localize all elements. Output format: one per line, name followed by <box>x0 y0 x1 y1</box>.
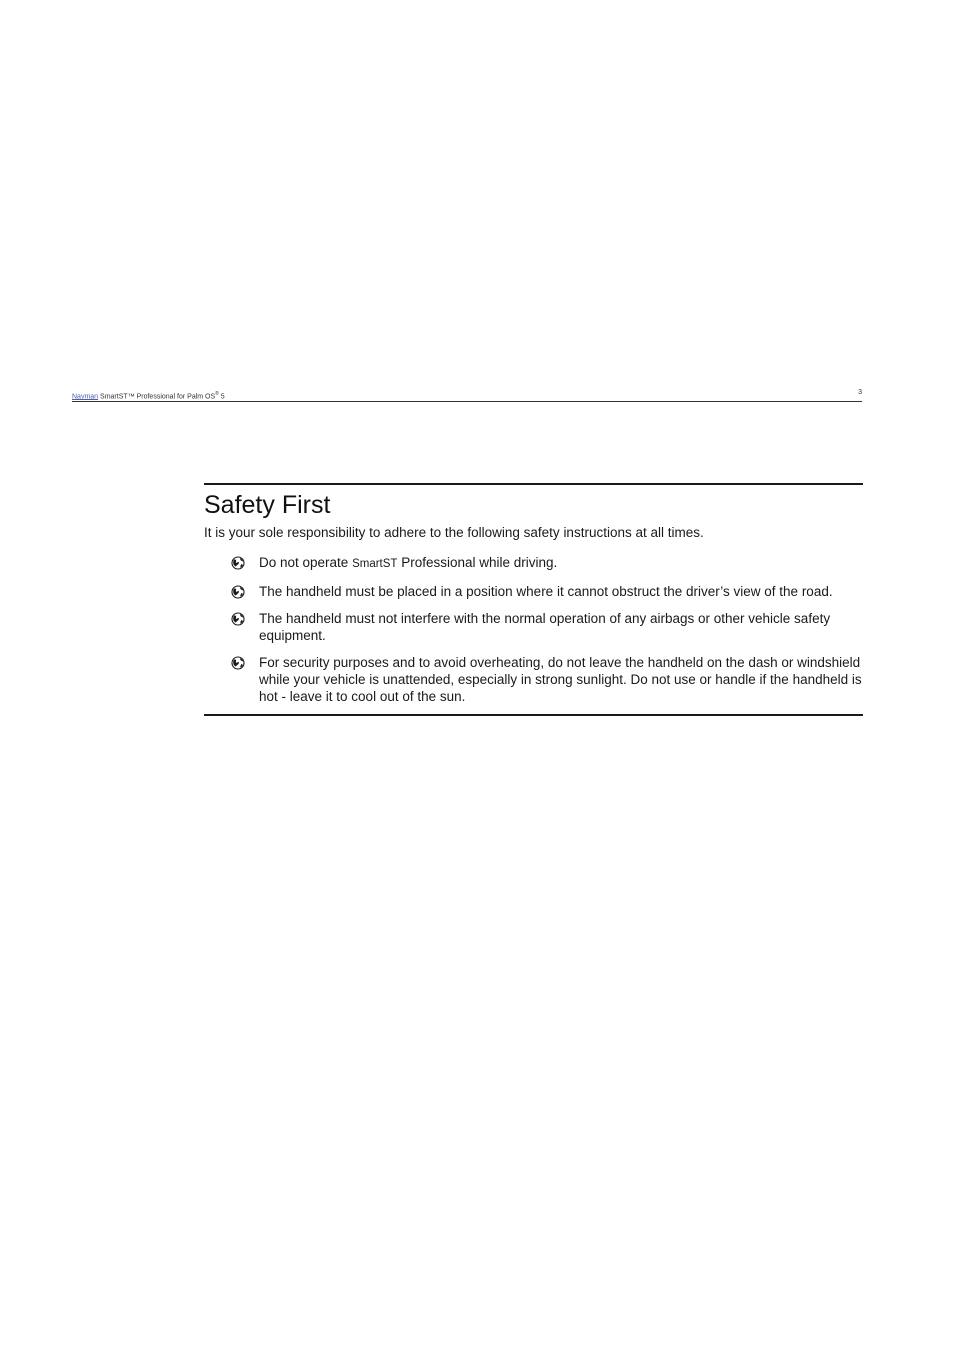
registered-mark: ® <box>215 390 219 397</box>
bullet-text: The handheld must be placed in a position where it cannot obstruct the driver’s view of the road. <box>259 584 833 599</box>
bullet-text: For security purposes and to avoid overheating, do not leave the handheld on the dash or windshield while your vehicle is unattended, especially in strong sunlight. Do not use or handle if the handheld is hot - leave it to cool out of the sun. <box>259 655 862 704</box>
globe-icon <box>231 556 245 570</box>
safety-list <box>204 554 863 705</box>
section-title: Safety First <box>204 491 331 519</box>
header-brand-link[interactable]: Navman <box>72 393 99 400</box>
list-item <box>204 554 863 573</box>
bullet-text: The handheld must not interfere with the normal operation of any airbags or other vehicle safety equipment. <box>259 611 831 643</box>
page-number: 3 <box>858 389 862 396</box>
list-item <box>204 610 863 644</box>
header-version: 5 <box>218 393 225 400</box>
list-item <box>204 583 863 600</box>
list-item <box>204 654 863 705</box>
globe-icon <box>231 656 245 670</box>
safety-section <box>204 483 863 716</box>
globe-icon <box>231 612 245 626</box>
header-product: SmartST™ Professional for Palm OS <box>98 393 216 400</box>
header-title <box>72 390 225 401</box>
section-intro: It is your sole responsibility to adhere to the following safety instructions at all times. <box>204 525 704 540</box>
product-name: SmartST <box>352 558 398 570</box>
page-header <box>72 388 862 402</box>
bullet-text-before: Do not operate <box>259 555 353 570</box>
globe-icon <box>231 585 245 599</box>
bullet-text-after: Professional while driving. <box>397 555 558 570</box>
